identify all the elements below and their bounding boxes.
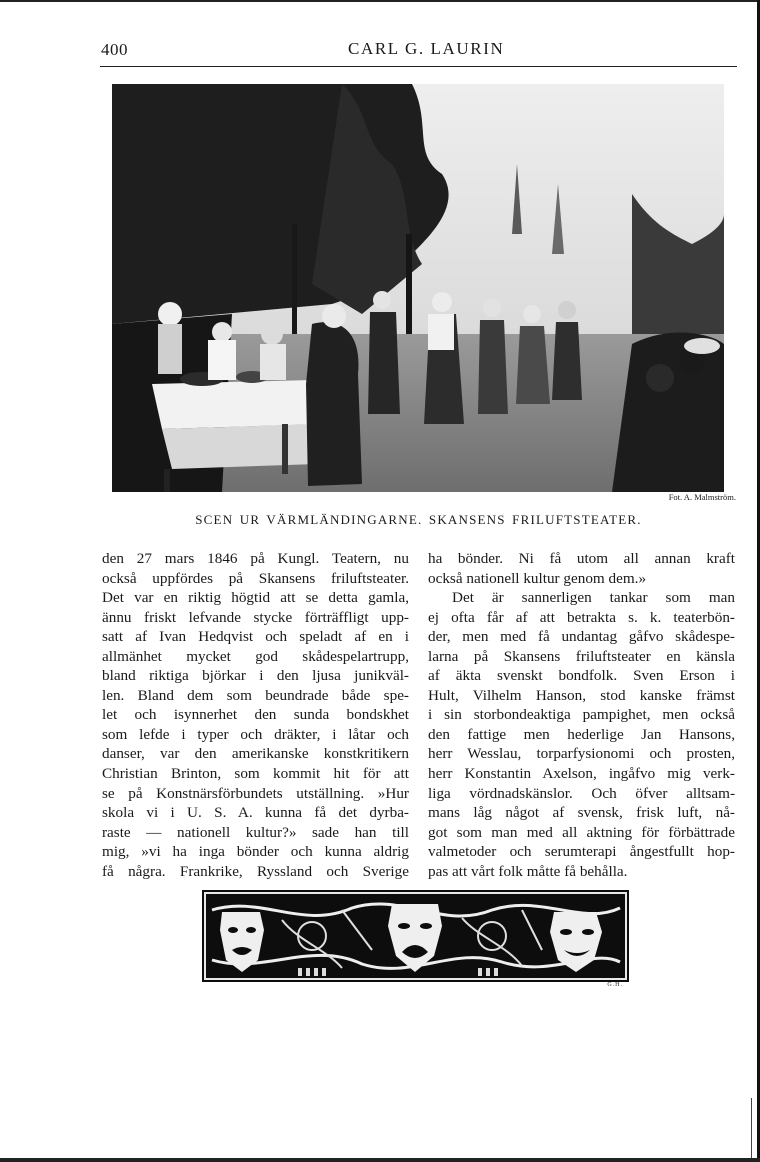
text-line: allmänhet mycket god skådespelartrupp,	[102, 647, 409, 665]
page-number: 400	[101, 40, 128, 59]
text-line: den 27 mars 1846 på Kungl. Teatern, nu	[102, 550, 409, 567]
artist-monogram: G.H.	[607, 982, 623, 988]
text-line: skola vi i U. S. A. kunna få det dyrba-	[102, 804, 409, 822]
photo-credit: Fot. A. Malmström.	[668, 492, 736, 502]
text-line: Det var en riktig högtid att se detta gamla,	[102, 589, 409, 607]
text-line: herr Wesslau, torparfysionomi och prosten,	[428, 745, 735, 763]
text-line: ha bönder. Ni få utom all annan kraft	[428, 550, 735, 567]
text-column-left	[102, 549, 409, 881]
text-line: Christian Brinton, som kommit hit för att	[102, 765, 409, 783]
text-line: i sin storbondeaktiga pampighet, men också	[428, 706, 735, 724]
text-column-right	[428, 549, 735, 881]
text-line: den fattige men hederlige Jan Hansons,	[428, 725, 735, 743]
text-line: pas att vårt folk måtte få behålla.	[428, 862, 628, 880]
page-edge-top	[0, 0, 760, 2]
text-line: got som man med all aktning för förbättrade	[428, 823, 735, 841]
text-line: se på Konstnärsförbundets utställning. »Hur	[102, 784, 409, 802]
text-line: ej ofta får af att betrakta s. k. teaterbön-	[428, 608, 735, 626]
header-rule	[100, 66, 737, 67]
text-line: af äkta svenskt bondfolk. Sven Erson i	[428, 667, 735, 685]
text-line: mans låg något af svensk, frisk luft, nå-	[428, 804, 735, 822]
text-line: Hult, Vilhelm Hanson, stod kanske främst	[428, 686, 735, 704]
text-line: få några. Frankrike, Ryssland och Sverige	[102, 862, 409, 880]
text-line: larna på Skansens friluftsteater en känsla	[428, 647, 735, 665]
figure-caption: SCEN UR VÄRMLÄNDINGARNE. SKANSENS FRILUFTSTEATER.	[195, 512, 642, 527]
running-head: CARL G. LAURIN	[348, 39, 505, 58]
text-line: som lefde i typer och dräkter, i låtar och	[102, 725, 409, 743]
text-line: också uppfördes på Skansens friluftsteater.	[102, 569, 409, 587]
gutter-line	[751, 1098, 752, 1158]
text-line: let och isynnerhet den sunda bondskhet	[102, 706, 409, 724]
text-line: mig, »vi ha inga bönder och kunna aldrig	[102, 843, 409, 861]
decorative-mask-vignette	[202, 890, 629, 982]
text-line: ännu friskt lefvande stycke förträffligt upp-	[102, 608, 409, 626]
text-line: också nationell kultur genom dem.»	[428, 569, 647, 587]
photograph-folk-dance-scene	[112, 84, 724, 492]
text-line: len. Bland dem som beundrade både spe-	[102, 686, 409, 704]
page-edge-bottom	[0, 1158, 760, 1162]
text-line: Det är sannerligen tankar som man	[452, 589, 735, 607]
text-line: bland riktiga björkar i den ljusa junikväl-	[102, 667, 409, 685]
text-line: valmetoder och serumterapi ångestfullt hop-	[428, 843, 735, 861]
text-line: danser, var den amerikanske konstkritikern	[102, 745, 409, 763]
text-line: satt af Ivan Hedqvist och speladt af en i	[102, 628, 409, 646]
text-line: herr Konstantin Axelson, ingåfvo mig verk-	[428, 765, 735, 783]
text-line: liga vördnadskänslor. Och öfver alltsam-	[428, 784, 735, 802]
text-line: der, men med få undantag gåfvo skådespe-	[428, 628, 735, 646]
text-line: raste — nationell kultur?» sade han till	[102, 823, 409, 841]
